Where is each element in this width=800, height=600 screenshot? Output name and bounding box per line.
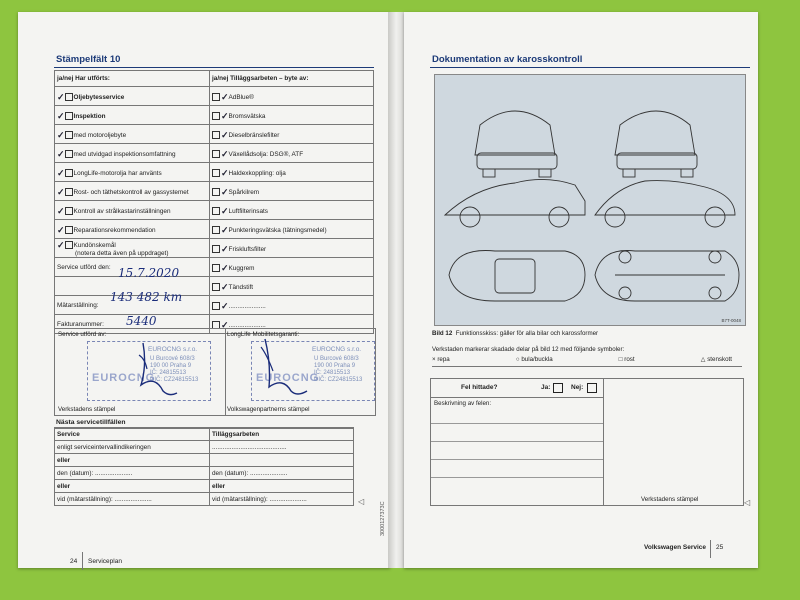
no-label: Nej: [571,384,584,391]
stamp-logo: EUROCNG [92,372,156,384]
table-row [55,182,374,201]
checkbox[interactable] [65,112,73,120]
table-row [55,467,354,480]
arrow-left: ◁ [358,497,365,506]
check-icon: ✓ [221,110,229,121]
check-icon: ✓ [221,129,229,140]
row-right-cell [210,182,374,201]
row-left-label: med utvidgad inspektionsomfattning [73,150,176,158]
signature-1 [125,335,185,405]
checkbox[interactable] [212,93,220,101]
page-title-left: Stämpelfält 10 [56,54,121,65]
next-service-section [54,418,354,506]
check-icon: ✓ [221,224,229,235]
row-right-label: ..................... [228,302,266,310]
row-left-label: Rost- och täthetskontroll av gassystemet [73,188,189,196]
symbol-chip: △ stenskott [700,356,732,363]
check-icon: ✓ [57,240,65,250]
row-right-label: Friskluftsfilter [228,245,267,253]
row-left-label: LongLife-motorolja har använts [73,169,162,177]
row-left-cell [55,182,210,201]
car-sketch [435,75,745,325]
page-number-right: 25 [716,544,724,551]
fault-box [430,378,744,506]
service-done-by-label: Service utförd av: [58,331,107,338]
symbol-legend [432,356,732,363]
checkbox[interactable] [212,188,220,196]
figure-caption: Bild 12 Funktionsskiss: gäller för alla bilar och karossformer [432,330,599,337]
next-right-cell [210,454,354,467]
stamp-company: EUROCNG s.r.o. [312,346,362,353]
row-right-label: Kuggrem [228,264,255,272]
next-title: Nästa servicetillfällen [54,418,354,428]
checkbox[interactable] [212,112,220,120]
left-page [18,12,390,568]
yes-checkbox[interactable] [553,383,563,393]
row-right-cell [210,277,374,296]
next-col2: Tilläggsarbeten [210,429,354,441]
row-right-cell [210,239,374,258]
row-left-cell [55,125,210,144]
next-right-cell: eller [210,480,354,493]
check-icon: ✓ [221,243,229,254]
check-icon: ✓ [57,129,65,140]
partner-stamp-label: Volkswagenpartnerns stämpel [227,406,310,413]
checkbox[interactable] [65,131,73,139]
row-right-cell [210,125,374,144]
stamp-address: U Burcové 608/3 190 00 Praha 9 IČ: 24815513 DIČ: CZ24815513 [150,356,199,383]
next-right-cell: den (datum): ..................... [210,467,354,480]
row-right-cell [210,296,374,315]
check-icon: ✓ [57,186,65,197]
row-right-label: Haldexkoppling: olja [228,169,286,177]
page-title-right: Dokumentation av karosskontroll [432,54,583,65]
row-right-label: Bromsvätska [228,112,266,120]
row-left-label: Kundönskemål [73,242,116,249]
checkbox[interactable] [65,169,73,177]
row-left-cell [55,201,210,220]
row-right-label: Dieselbränslefilter [228,131,280,139]
row-left-label: Kontroll av strålkastarinställningen [73,207,171,215]
stamp-company: EUROCNG s.r.o. [148,346,198,353]
checkbox[interactable] [65,241,73,249]
instruction-text: Verkstaden markerar skadade delar på bild 12 med följande symboler: [432,346,625,353]
col1-header: ja/nej Har utförts: [55,71,210,87]
table-row [55,277,374,296]
table-row [55,258,374,277]
next-left-cell: den (datum): ..................... [55,467,210,480]
checkbox[interactable] [212,207,220,215]
row-right-cell [210,220,374,239]
row-right-label: Tändstift [228,283,254,291]
next-left-cell: vid (mätarställning): ..................... [55,493,210,506]
figure-code: B7T-0048 [721,318,741,323]
row-right-label: Spårkilrem [228,188,260,196]
row-right-cell [210,144,374,163]
row-right-label: AdBlue® [228,93,254,101]
warranty-label: LongLife Mobilitetsgaranti: [227,331,300,338]
check-icon: ✓ [221,167,229,178]
row-left-label: med motoroljebyte [73,131,127,139]
row-left-cell [55,106,210,125]
check-icon: ✓ [221,148,229,159]
found-label: Fel hittade? [461,384,498,391]
checkbox[interactable] [212,245,220,253]
checkbox[interactable] [212,169,220,177]
check-icon: ✓ [221,91,229,102]
handwritten-date: 15.7.2020 [118,266,180,280]
table-row [55,220,374,239]
table-row [55,87,374,106]
check-icon: ✓ [221,281,229,292]
symbol-scratch: × repa [432,356,450,363]
col2-header: ja/nej Tilläggsarbeten – byte av: [210,71,374,87]
row-left-note: (notera detta även på uppdraget) [75,250,169,257]
row-right-label: Luftfilterinsats [228,207,268,215]
checkbox[interactable] [212,302,220,310]
checkbox[interactable] [212,264,220,272]
table-row [55,163,374,182]
checkbox[interactable] [65,226,73,234]
row-right-cell [210,163,374,182]
check-icon: ✓ [57,91,65,102]
side-code: 3000127373C [380,501,386,536]
check-icon: ✓ [221,262,229,273]
next-col1: Service [55,429,210,441]
check-icon: ✓ [57,110,65,121]
table-row [55,296,374,315]
signature-2 [251,333,321,407]
checkbox[interactable] [65,188,73,196]
row-right-cell [210,258,374,277]
fault-header [431,379,604,398]
page-label: Serviceplan [88,558,122,565]
row-left-cell [55,220,210,239]
next-left-cell: enligt serviceintervallindikeringen [55,441,210,454]
table-row [55,480,354,493]
next-right-cell: vid (mätarställning): ..................... [210,493,354,506]
car-diagram [434,74,746,326]
row-left-label: Oljebytesservice [73,93,125,101]
check-icon: ✓ [221,205,229,216]
row-right-cell [210,106,374,125]
row-right-cell [210,87,374,106]
row-left-cell [55,87,210,106]
check-icon: ✓ [57,167,65,178]
checkbox[interactable] [65,150,73,158]
handwritten-invoice: 5440 [126,314,157,328]
row-left-cell [55,144,210,163]
footer-brand: Volkswagen Service [644,544,707,551]
symbol-dent: ○ bula/buckla [515,356,553,363]
row-left-label: Inspektion [73,112,106,120]
table-row [55,144,374,163]
no-checkbox[interactable] [587,383,597,393]
yes-label: Ja: [541,384,551,391]
table-row [55,125,374,144]
row-left-cell [55,239,210,258]
table-row [55,239,374,258]
checkbox[interactable] [212,283,220,291]
table-row [55,454,354,467]
title-rule [54,67,374,68]
workshop-stamp-label: Verkstadens stämpel [58,406,116,413]
stamp-logo: EUROCNG [256,372,320,384]
handwritten-mileage: 143 482 km [110,290,183,304]
next-left-cell: eller [55,454,210,467]
row-left-label: Service utförd den: [57,263,111,271]
row-right-label: ..................... [228,321,266,329]
workshop-stamp-label-right: Verkstadens stämpel [641,496,699,503]
row-left-cell [55,163,210,182]
checkbox[interactable] [212,131,220,139]
stamp-table [54,70,374,334]
table-row [55,201,374,220]
arrow-right: ◁ [744,498,751,507]
stamp-area [54,328,376,416]
next-table [54,428,354,506]
check-icon: ✓ [221,186,229,197]
table-row [55,106,374,125]
page-number-left: 24 [70,558,78,565]
description-label: Beskrivning av felen: [434,400,492,407]
row-right-label: Punkteringsvätska (tätningsmedel) [228,226,327,234]
checkbox[interactable] [212,150,220,158]
check-icon: ✓ [57,205,65,216]
table-row [55,441,354,454]
row-left-label: Fakturanummer: [57,320,104,328]
checkbox[interactable] [65,93,73,101]
row-right-cell [210,201,374,220]
row-right-label: Växellådsolja: DSG®, ATF [228,150,304,158]
check-icon: ✓ [57,224,65,235]
checkbox[interactable] [212,226,220,234]
next-right-cell: .......................................... [210,441,354,454]
row-left-label: Reparationsrekommendation [73,226,156,234]
table-row [55,493,354,506]
check-icon: ✓ [57,148,65,159]
symbol-rust: □ rost [618,356,635,363]
stamp-address: U Burcové 608/3 190 00 Praha 9 IČ: 24815513 DIČ: CZ24815513 [314,356,363,383]
row-left-label: Mätarställning: [57,301,99,309]
checkbox[interactable] [65,207,73,215]
next-left-cell: eller [55,480,210,493]
right-page [404,12,758,568]
check-icon: ✓ [221,300,229,311]
check-icon: ✓ [221,319,229,330]
